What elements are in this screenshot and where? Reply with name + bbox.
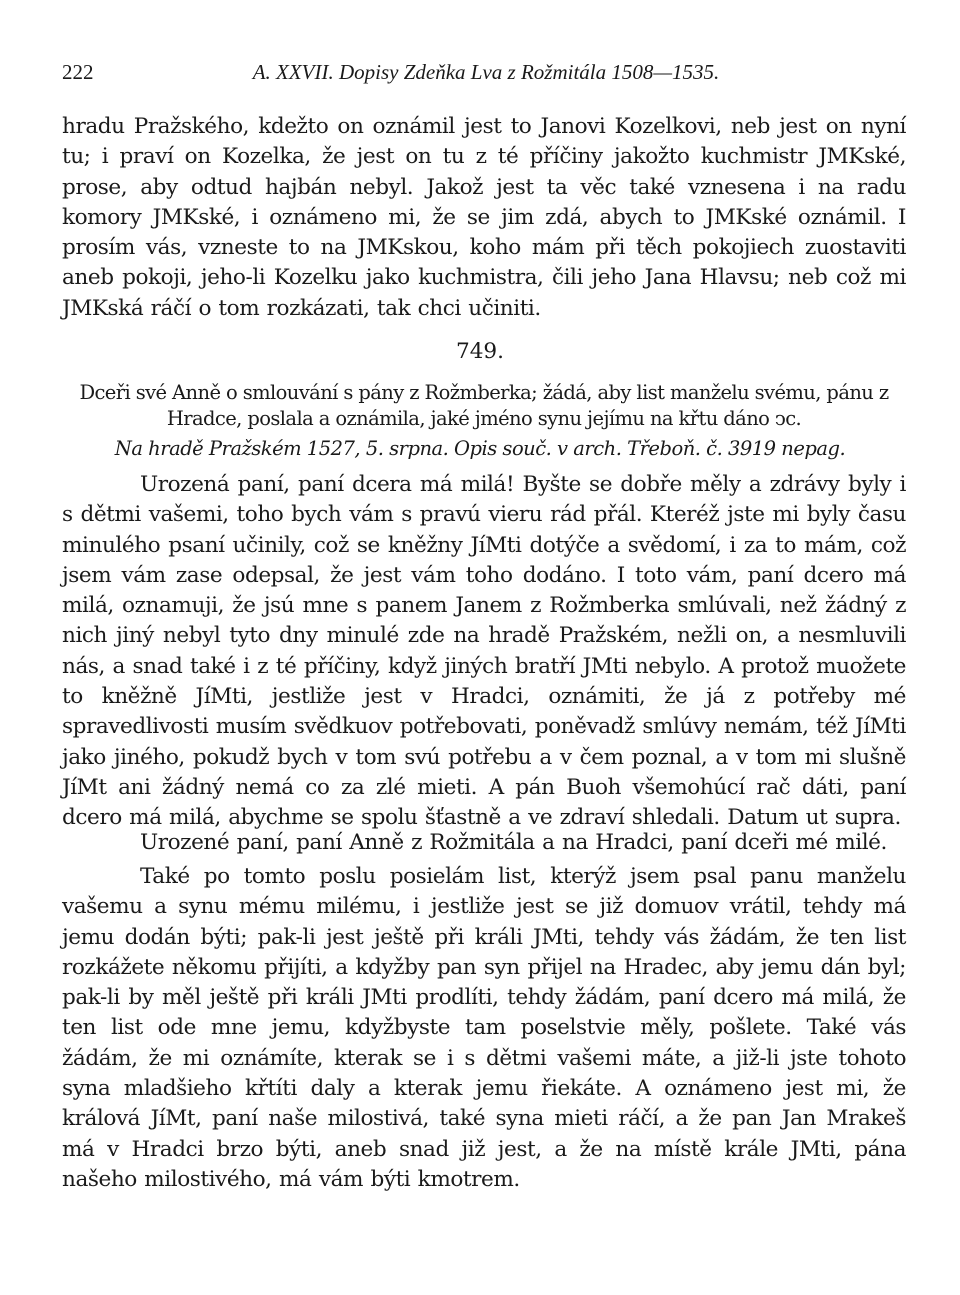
document-number: 749. xyxy=(455,339,505,364)
page-number: 222 xyxy=(62,60,94,84)
page-header xyxy=(62,60,910,94)
source-citation: Na hradě Pražském 1527, 5. srpna. Opis souč. v arch. Třeboň. č. 3919 nepag. xyxy=(114,437,846,460)
continuation-paragraph xyxy=(62,112,906,324)
document-summary: Dceři své Anně o smlouvání s pány z Rožmberka; žádá, aby list manželu svému, pánu z Hradce, poslala a oznámila, jaké jméno synu jejímu na křtu dáno ↄc. xyxy=(79,381,889,430)
letter-body-text: Urozená paní, paní dcera má milá! Byšte se dobře měly a zdrávy byly i s dětmi vašemi, toho bych vám s pravú vieru rád přál. Kteréž jste mi byly času minulého psaní učinily, což se kněžny JíMti dotýče a svědomí, i za to mám, což jsem vám zase odepsal, že jest vám toho dodáno. I toto vám, paní dcero má milá, oznamuji, že jsú mne s panem Janem z Rožmberka smlúvali, než žádný z nich jiný nebyl tyto dny minulé zde na hradě Pražském, nežli on, a nesmluvili nás, a snad také i z té příčiny, když jiných bratří JMti nebylo. A protož muožete to kněžně JíMti, jestliže jest v Hradci, oznámiti, že já z potřeby mé spravedlivosti musím svědkuov potřebovati, poněvadž smlúvy nemám, též JíMti jako jiného, pokudž bych v tom svú potřebu a v čem poznal, a v tom mi slušně JíMt ani žádný nemá co za zlé mieti. A pán Buoh všemohúcí rač dáti, paní dcero má milá, abychme se spolu šťastně a ve zdraví shledali. Datum ut supra. xyxy=(62,472,906,831)
postscript-text: Také po tomto poslu posielám list, kterýž jsem psal panu manželu vašemu a synu mému milému, i jestliže jest se již domuov vrátil, tehdy má jemu dodán býti; pak-li jest ještě při králi JMti, tehdy vás žádám, že ten list rozkážete někomu přijíti, a kdyžby pan syn přijel na Hradec, aby jemu dán byl; pak-li by měl ještě při králi JMti prodlíti, tehdy žádám, paní dcero má milá, že ten list ode mne jemu, kdyžbyste tam poselstvie měly, pošlete. Také vás žádám, že mi oznámíte, kterak se i s dětmi vašemi máte, a již-li jste tohoto syna mladšieho křtíti daly a kterak jemu řiekáte. A oznámeno jest mi, že králová JíMt, paní naše milostivá, také syna mieti ráčí, a že pan Jan Mrakeš má v Hradci brzo býti, aneb snad již jest, a že na místě krále JMti, pána našeho milostivého, má vám býti kmotrem. xyxy=(62,864,906,1192)
continuation-text: hradu Pražského, kdežto on oznámil jest to Janovi Kozelkovi, neb jest on nyní tu; i praví on Kozelka, že jest on tu z té příčiny jakožto kuchmistr JMKské, prose, aby odtud hajbán nebyl. Jakož jest ta věc také vznesena i na radu komory JMKské, i oznámeno mi, že se jim zdá, abych to JMKské oznámil. I prosím vás, vzneste to na JMKskou, koho mám při těch pokojiech zuostaviti aneb pokoji, jeho-li Kozelku jako kuchmistra, čili jeho Jana Hlavsu; neb což mi JMKská ráčí o tom rozkázati, tak chci učiniti. xyxy=(62,114,906,321)
letter-address-text: Urozené paní, paní Anně z Rožmitála a na Hradci, paní dceři mé milé. xyxy=(140,830,887,855)
running-head: A. XXVII. Dopisy Zdeňka Lva z Rožmitála 1508—1535. xyxy=(252,60,720,84)
postscript xyxy=(62,862,906,1195)
letter-address xyxy=(62,828,906,858)
letter-body xyxy=(62,470,906,834)
